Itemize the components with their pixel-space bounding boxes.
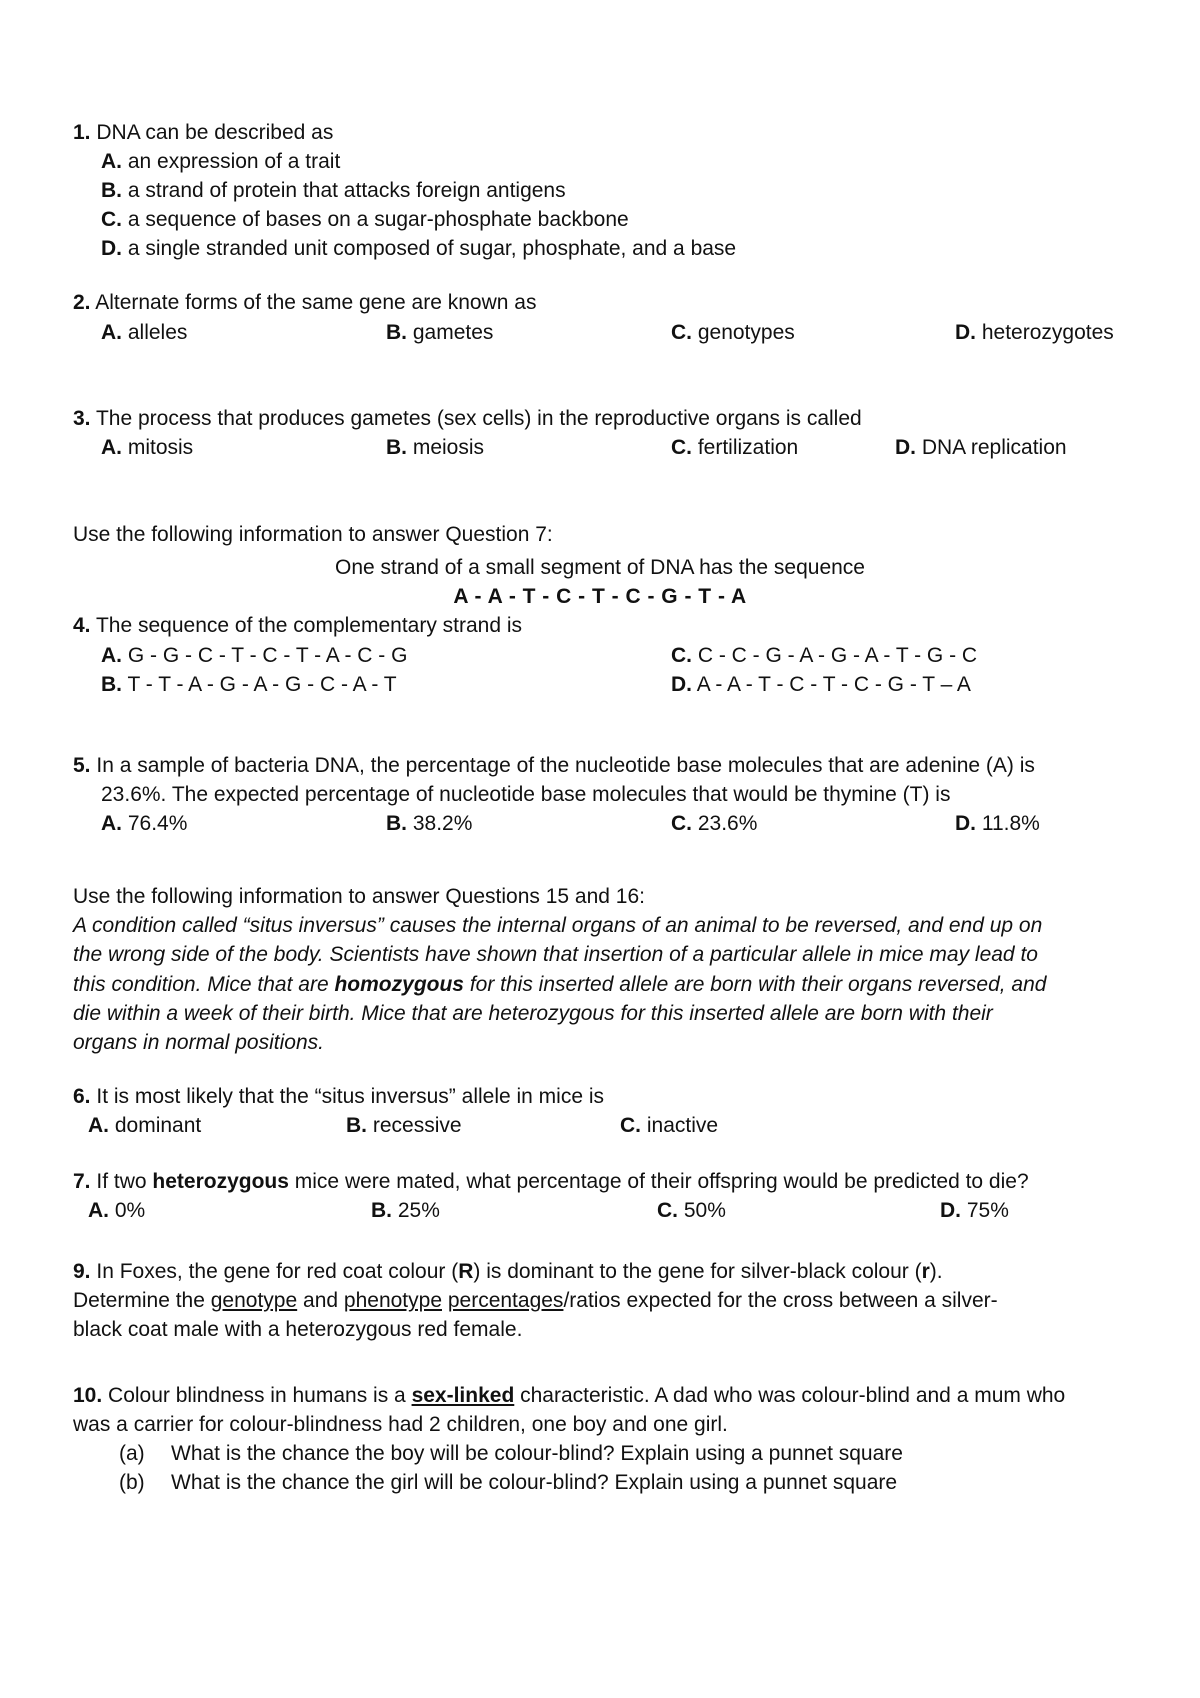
option-letter: C. bbox=[671, 321, 692, 344]
allele-symbol: r bbox=[921, 1260, 930, 1283]
q4-option-a bbox=[101, 641, 407, 670]
option-letter: D. bbox=[940, 1199, 961, 1222]
q3-option-c bbox=[671, 433, 798, 462]
part-text: What is the chance the girl will be colour-blind? Explain using a punnet square bbox=[171, 1471, 898, 1494]
info-paragraph-line-2: the wrong side of the body. Scientists have shown that insertion of a particular allele in mice may lead to bbox=[73, 943, 1038, 966]
q3-option-b bbox=[386, 433, 484, 462]
q2-option-b bbox=[386, 318, 493, 347]
option-text: mitosis bbox=[127, 436, 194, 459]
option-text: meiosis bbox=[412, 436, 485, 459]
text-run: mice were mated, what percentage of their offspring would be predicted to die? bbox=[294, 1170, 1029, 1193]
text-run: Determine the bbox=[73, 1289, 205, 1312]
option-letter: D. bbox=[895, 436, 916, 459]
q7-option-d bbox=[940, 1196, 1009, 1225]
q1-option-a bbox=[101, 147, 340, 176]
question-5-line-2: 23.6%. The expected percentage of nucleotide base molecules that would be thymine (T) is bbox=[101, 783, 951, 806]
option-letter: D. bbox=[955, 321, 976, 344]
option-text: heterozygotes bbox=[981, 321, 1114, 344]
option-letter: D. bbox=[955, 812, 976, 835]
option-letter: C. bbox=[671, 644, 692, 667]
q4-option-c bbox=[671, 641, 977, 670]
underlined-percentages: percentages bbox=[447, 1289, 564, 1312]
q1-option-d bbox=[101, 234, 736, 263]
question-9-line-3: black coat male with a heterozygous red female. bbox=[73, 1318, 523, 1341]
q1-option-b bbox=[101, 176, 566, 205]
emphasis-homozygous: homozygous bbox=[334, 973, 464, 996]
question-10-line-2: was a carrier for colour-blindness had 2 children, one boy and one girl. bbox=[73, 1413, 728, 1436]
question-6 bbox=[73, 1082, 604, 1111]
underlined-phenotype: phenotype bbox=[343, 1289, 442, 1312]
option-text: a single stranded unit composed of sugar, phosphate, and a base bbox=[127, 237, 737, 260]
option-text: 38.2% bbox=[412, 812, 473, 835]
question-number: 7. bbox=[73, 1170, 91, 1193]
info-sequence-intro: One strand of a small segment of DNA has the sequence bbox=[335, 556, 865, 579]
q7-option-b bbox=[371, 1196, 440, 1225]
question-number: 3. bbox=[73, 407, 91, 430]
underlined-genotype: genotype bbox=[210, 1289, 298, 1312]
option-text: dominant bbox=[114, 1114, 202, 1137]
q6-option-b bbox=[346, 1111, 462, 1140]
q1-option-c bbox=[101, 205, 629, 234]
option-text: 0% bbox=[114, 1199, 146, 1222]
option-letter: C. bbox=[620, 1114, 641, 1137]
option-text: fertilization bbox=[697, 436, 799, 459]
option-letter: D. bbox=[671, 673, 692, 696]
underlined-sex-linked: sex-linked bbox=[411, 1384, 515, 1407]
option-text: a strand of protein that attacks foreign antigens bbox=[127, 179, 566, 202]
part-label: (b) bbox=[119, 1471, 145, 1494]
q7-option-c bbox=[657, 1196, 726, 1225]
option-text: recessive bbox=[372, 1114, 462, 1137]
option-text: 75% bbox=[966, 1199, 1009, 1222]
option-text: 76.4% bbox=[127, 812, 188, 835]
question-9-line-2 bbox=[73, 1286, 998, 1315]
option-text: 11.8% bbox=[981, 812, 1040, 835]
option-letter: B. bbox=[101, 673, 122, 696]
question-5 bbox=[73, 751, 1035, 780]
question-number: 9. bbox=[73, 1260, 91, 1283]
question-number: 2. bbox=[73, 291, 91, 314]
question-number: 6. bbox=[73, 1085, 91, 1108]
option-text: 50% bbox=[683, 1199, 726, 1222]
option-text: T - T - A - G - A - G - C - A - T bbox=[127, 673, 397, 696]
option-letter: B. bbox=[386, 812, 407, 835]
option-text: G - G - C - T - C - T - A - C - G bbox=[127, 644, 408, 667]
question-number: 10. bbox=[73, 1384, 103, 1407]
q2-option-d bbox=[955, 318, 1114, 347]
option-letter: B. bbox=[346, 1114, 367, 1137]
q2-option-a bbox=[101, 318, 187, 347]
question-number: 4. bbox=[73, 614, 91, 637]
q7-option-a bbox=[88, 1196, 145, 1225]
option-letter: C. bbox=[671, 812, 692, 835]
text-run: and bbox=[303, 1289, 339, 1312]
part-label: (a) bbox=[119, 1442, 145, 1465]
q6-option-c bbox=[620, 1111, 718, 1140]
option-letter: A. bbox=[101, 436, 122, 459]
text-run: If two bbox=[96, 1170, 147, 1193]
option-text: an expression of a trait bbox=[127, 150, 341, 173]
option-letter: A. bbox=[101, 321, 122, 344]
option-letter: C. bbox=[101, 208, 122, 231]
q5-option-d bbox=[955, 809, 1040, 838]
text-run: for this inserted allele are born with their organs reversed, and bbox=[469, 973, 1047, 996]
text-run: Colour blindness in humans is a bbox=[108, 1384, 406, 1407]
option-letter: C. bbox=[657, 1199, 678, 1222]
question-text: Alternate forms of the same gene are known as bbox=[95, 291, 537, 314]
question-number: 5. bbox=[73, 754, 91, 777]
option-text: C - C - G - A - G - A - T - G - C bbox=[697, 644, 978, 667]
option-letter: B. bbox=[371, 1199, 392, 1222]
info-paragraph-line-1: A condition called “situs inversus” causes the internal organs of an animal to be reversed, and end up on bbox=[73, 914, 1043, 937]
text-run: In Foxes, the gene for red coat colour ( bbox=[96, 1260, 459, 1283]
option-letter: D. bbox=[101, 237, 122, 260]
question-text: The sequence of the complementary strand is bbox=[95, 614, 523, 637]
text-run: /ratios expected for the cross between a silver- bbox=[563, 1289, 998, 1312]
q3-option-d bbox=[895, 433, 1067, 462]
q2-option-c bbox=[671, 318, 795, 347]
info-paragraph-line-4: die within a week of their birth. Mice that are heterozygous for this inserted allele are born with their bbox=[73, 1002, 993, 1025]
question-10 bbox=[73, 1381, 1065, 1410]
q10-part-b bbox=[119, 1468, 897, 1497]
option-letter: A. bbox=[101, 150, 122, 173]
option-text: 25% bbox=[397, 1199, 440, 1222]
q5-option-b bbox=[386, 809, 472, 838]
option-text: a sequence of bases on a sugar-phosphate backbone bbox=[127, 208, 629, 231]
dna-sequence: A - A - T - C - T - C - G - T - A bbox=[453, 585, 747, 608]
option-letter: A. bbox=[88, 1199, 109, 1222]
info-heading-2: Use the following information to answer Questions 15 and 16: bbox=[73, 885, 645, 908]
option-letter: A. bbox=[88, 1114, 109, 1137]
text-run: ). bbox=[929, 1260, 943, 1283]
question-7 bbox=[73, 1167, 1029, 1196]
emphasis-heterozygous: heterozygous bbox=[152, 1170, 289, 1193]
option-text: alleles bbox=[127, 321, 188, 344]
q4-option-d bbox=[671, 670, 971, 699]
text-run: ) is dominant to the gene for silver-black colour ( bbox=[473, 1260, 922, 1283]
text-run: this condition. Mice that are bbox=[73, 973, 329, 996]
option-text: inactive bbox=[646, 1114, 719, 1137]
question-text: The process that produces gametes (sex cells) in the reproductive organs is called bbox=[95, 407, 862, 430]
question-9 bbox=[73, 1257, 943, 1286]
info-paragraph-line-5: organs in normal positions. bbox=[73, 1031, 324, 1054]
info-paragraph-line-3 bbox=[73, 970, 1046, 999]
question-text: DNA can be described as bbox=[96, 121, 334, 144]
part-text: What is the chance the boy will be colour-blind? Explain using a punnet square bbox=[171, 1442, 903, 1465]
q10-part-a bbox=[119, 1439, 903, 1468]
q6-option-a bbox=[88, 1111, 201, 1140]
question-number: 1. bbox=[73, 121, 91, 144]
text-run: characteristic. A dad who was colour-blind and a mum who bbox=[520, 1384, 1066, 1407]
question-3 bbox=[73, 404, 862, 433]
question-1 bbox=[73, 118, 333, 147]
question-2 bbox=[73, 288, 536, 317]
info-heading-1: Use the following information to answer Question 7: bbox=[73, 523, 553, 546]
option-letter: B. bbox=[386, 436, 407, 459]
option-text: gametes bbox=[412, 321, 494, 344]
question-text: It is most likely that the “situs inversus” allele in mice is bbox=[96, 1085, 605, 1108]
option-text: DNA replication bbox=[921, 436, 1067, 459]
option-letter: B. bbox=[101, 179, 122, 202]
q3-option-a bbox=[101, 433, 193, 462]
allele-symbol: R bbox=[458, 1260, 474, 1283]
option-letter: A. bbox=[101, 812, 122, 835]
option-letter: C. bbox=[671, 436, 692, 459]
question-text: In a sample of bacteria DNA, the percentage of the nucleotide base molecules that are adenine (A) is bbox=[96, 754, 1035, 777]
option-letter: B. bbox=[386, 321, 407, 344]
option-text: 23.6% bbox=[697, 812, 758, 835]
option-text: genotypes bbox=[697, 321, 795, 344]
q4-option-b bbox=[101, 670, 397, 699]
option-text: A - A - T - C - T - C - G - T – A bbox=[696, 673, 971, 696]
option-letter: A. bbox=[101, 644, 122, 667]
q5-option-a bbox=[101, 809, 187, 838]
question-4 bbox=[73, 611, 522, 640]
q5-option-c bbox=[671, 809, 757, 838]
